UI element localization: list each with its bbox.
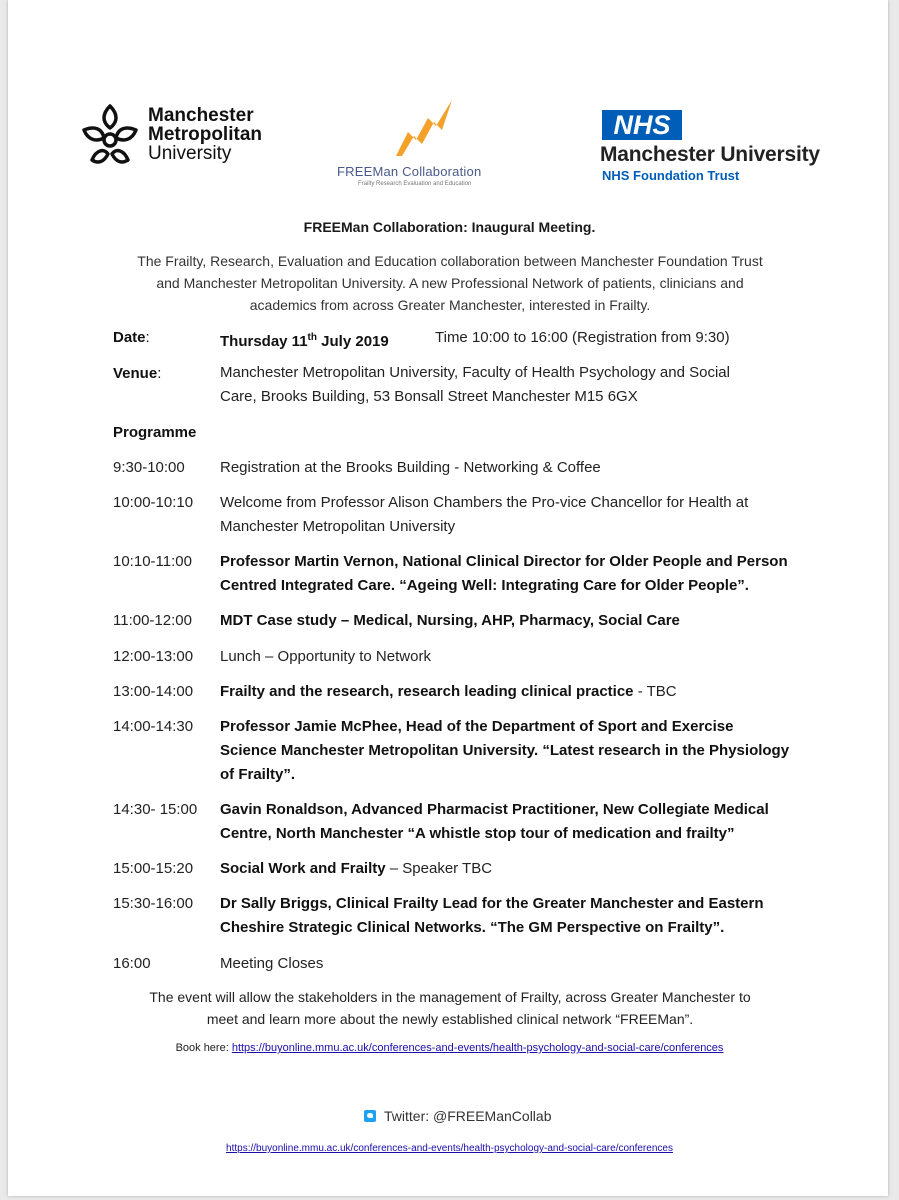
programme-item-bold: Dr Sally Briggs, Clinical Frailty Lead for the Greater Manchester and Eastern Cheshire Strategic Clinical Networks. “The GM Perspective on Frailty”. <box>220 895 764 936</box>
venue-address: Manchester Metropolitan University, Faculty of Health Psychology and Social Care, Brooks Building, 53 Bonsall Street Manchester M15 6GX <box>220 364 730 405</box>
nhs-logo <box>598 108 848 188</box>
booking-label: Book here: <box>175 1042 232 1054</box>
closing-text: The event will allow the stakeholders in the management of Frailty, across Greater Manchester to meet and learn more about the newly established clinical network “FREEMan”. <box>149 989 751 1027</box>
programme-item-text: - TBC <box>633 683 677 700</box>
twitter-line <box>364 1108 551 1124</box>
freeman-logo <box>330 98 520 188</box>
page-title: FREEMan Collaboration: Inaugural Meeting. <box>303 219 596 235</box>
date-time: Time 10:00 to 16:00 (Registration from 9:30) <box>435 329 730 346</box>
date-label: Date: <box>113 329 150 346</box>
freeman-subtitle: Frailty Research Evaluation and Education <box>358 181 472 187</box>
mmu-name-line3: University <box>148 143 232 164</box>
mmu-name-line2: Metropolitan <box>148 124 262 145</box>
programme-item-bold: MDT Case study – Medical, Nursing, AHP, Pharmacy, Social Care <box>220 612 680 629</box>
programme-item <box>220 798 790 846</box>
programme-item-bold: Gavin Ronaldson, Advanced Pharmacist Practitioner, New Collegiate Medical Centre, North Manchester “A whistle stop tour of medication and frailty” <box>220 801 769 842</box>
mmu-emblem-icon <box>78 102 142 166</box>
programme-item <box>220 456 790 480</box>
intro-line-3: academics from across Greater Manchester, interested in Frailty. <box>249 297 651 313</box>
booking-link[interactable]: https://buyonline.mmu.ac.uk/conferences-and-events/health-psychology-and-social-care/conferences <box>231 1042 724 1054</box>
programme-time: 13:00-14:00 <box>113 683 194 700</box>
programme-time: 15:00-15:20 <box>113 860 194 877</box>
programme-item-text: Meeting Closes <box>220 955 324 972</box>
programme-time: 12:00-13:00 <box>113 648 194 665</box>
programme-item <box>220 715 790 787</box>
mmu-name-line1: Manchester <box>148 105 254 126</box>
nhs-trust-subtitle: NHS Foundation Trust <box>602 168 740 183</box>
programme-item <box>220 550 790 598</box>
intro-line-2: and Manchester Metropolitan University. A new Professional Network of patients, clinicians and <box>156 275 744 291</box>
lightning-bolt-icon <box>330 98 520 160</box>
nhs-trust-name: Manchester University <box>600 143 820 166</box>
programme-item <box>220 645 790 669</box>
booking-line <box>0 1042 899 1054</box>
programme-item-text: Welcome from Professor Alison Chambers the Pro-vice Chancellor for Health at Manchester Metropolitan University <box>220 494 749 535</box>
programme-item <box>220 609 790 633</box>
date-value: Thursday 11th July 2019 <box>220 332 389 350</box>
footer-url <box>0 1143 899 1154</box>
footer-link[interactable]: https://buyonline.mmu.ac.uk/conferences-and-events/health-psychology-and-social-care/conferences <box>226 1143 673 1154</box>
twitter-icon <box>364 1110 376 1122</box>
programme-time: 14:00-14:30 <box>113 718 194 735</box>
programme-time: 10:10-11:00 <box>113 553 192 570</box>
programme-item-bold: Social Work and Frailty <box>220 860 386 877</box>
twitter-handle: Twitter: @FREEManCollab <box>384 1108 552 1124</box>
freeman-name: FREEMan Collaboration <box>337 164 482 179</box>
programme-item <box>220 491 790 539</box>
programme-item-text: Lunch – Opportunity to Network <box>220 648 431 665</box>
programme-time: 14:30- 15:00 <box>113 801 198 818</box>
programme-item <box>220 952 790 976</box>
programme-item-bold: Professor Martin Vernon, National Clinical Director for Older People and Person Centred Integrated Care. “Ageing Well: Integrating Care for Older People”. <box>220 553 788 594</box>
programme-time: 16:00 <box>113 955 151 972</box>
programme-item <box>220 680 790 704</box>
intro-line-1: The Frailty, Research, Evaluation and Education collaboration between Manchester Foundation Trust <box>137 253 763 269</box>
programme-label: Programme <box>113 424 197 441</box>
programme-item-text: – Speaker TBC <box>385 860 493 877</box>
programme-time: 10:00-10:10 <box>113 494 194 511</box>
intro-text <box>100 250 800 316</box>
programme-item-bold: Professor Jamie McPhee, Head of the Department of Sport and Exercise Science Manchester Metropolitan University. “Latest research in the Physiology of Frailty”. <box>220 718 790 783</box>
programme-item-text: Registration at the Brooks Building - Networking & Coffee <box>220 459 601 476</box>
programme-item-bold: Frailty and the research, research leading clinical practice <box>220 683 634 700</box>
programme-time: 9:30-10:00 <box>113 459 185 476</box>
programme-item <box>220 892 790 940</box>
mmu-logo <box>78 102 278 170</box>
venue-label: Venue: <box>113 365 162 382</box>
programme-time: 15:30-16:00 <box>113 895 194 912</box>
programme-item <box>220 857 790 881</box>
programme-time: 11:00-12:00 <box>113 612 192 629</box>
nhs-badge: NHS <box>602 110 682 140</box>
